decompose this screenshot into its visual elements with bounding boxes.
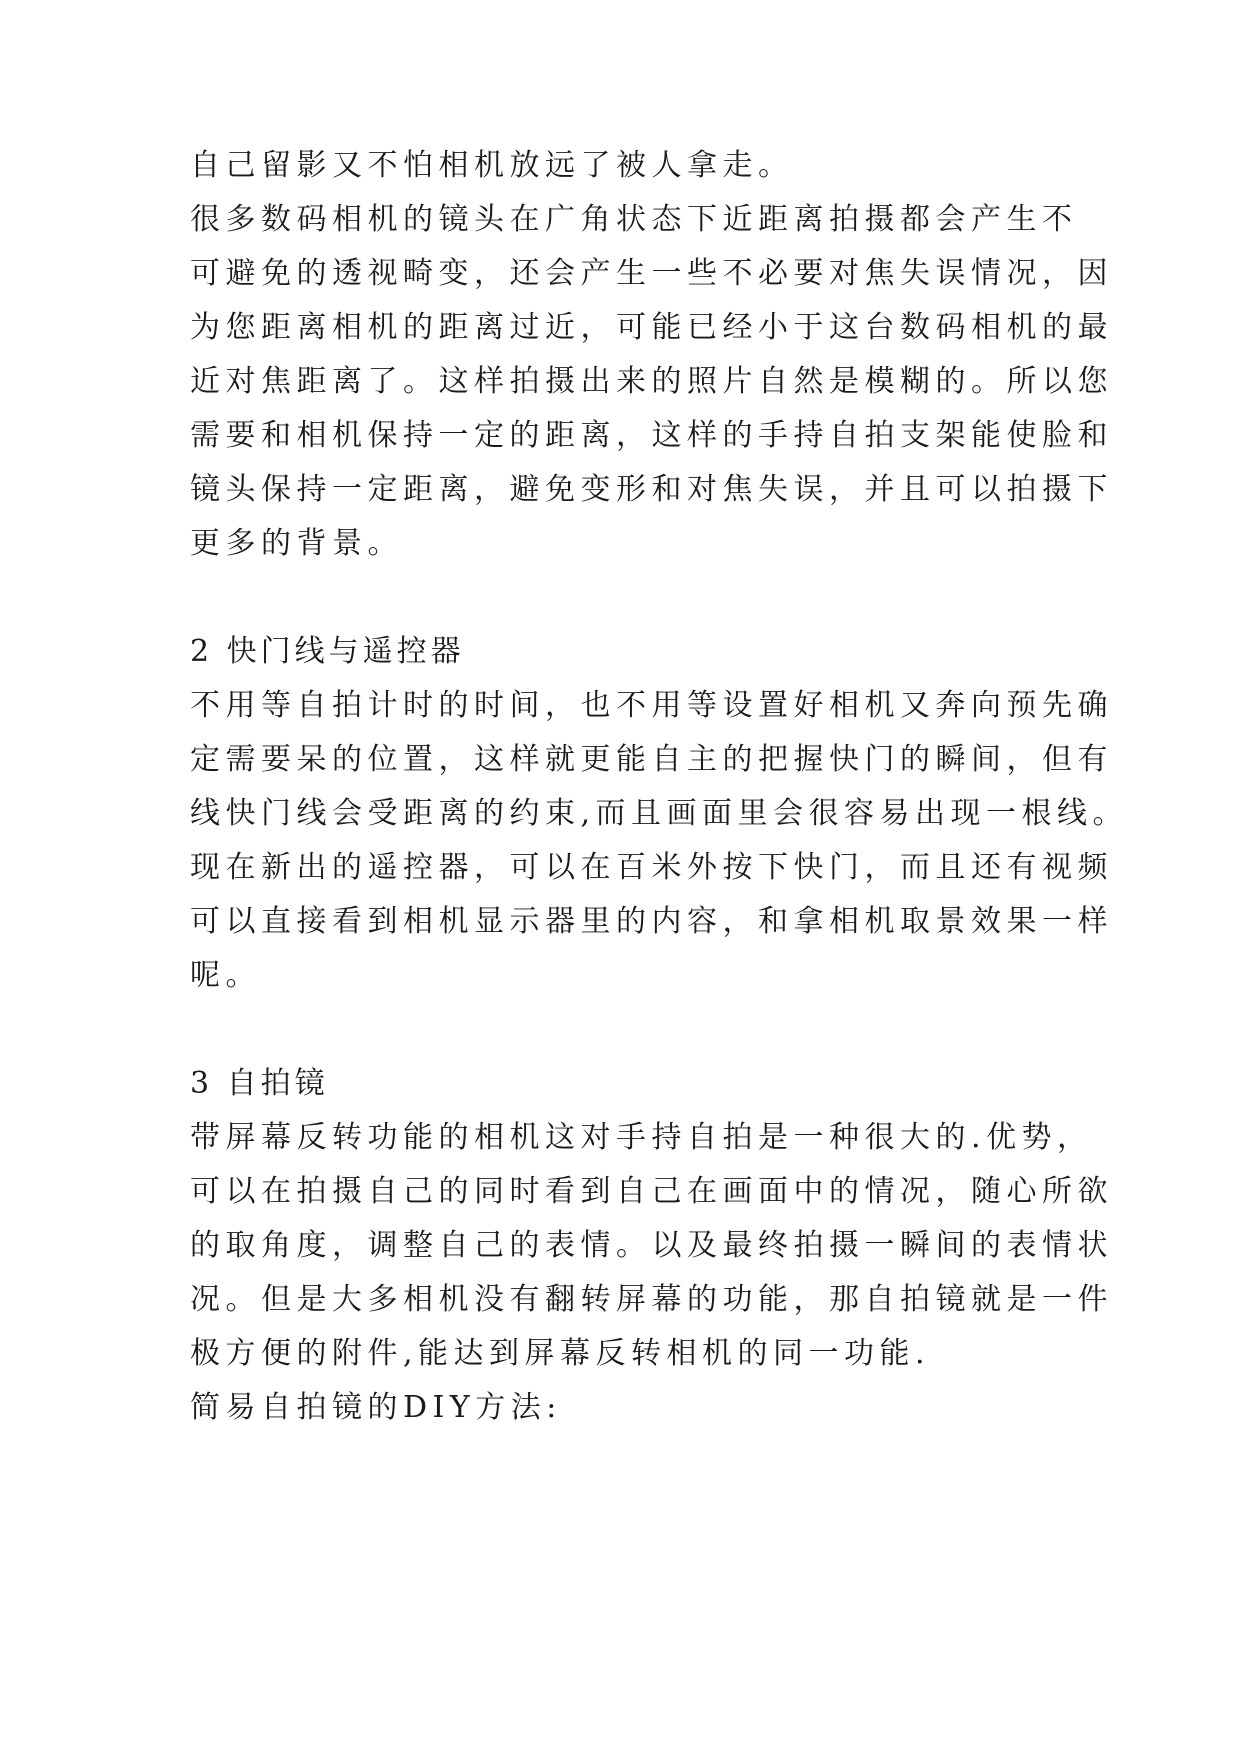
text-line: 更多的背景。 [190,526,403,561]
text-line: 现在新出的遥控器，可以在百米外按下快门，而且还有视频 [190,850,1113,885]
text-line: 况。但是大多相机没有翻转屏幕的功能，那自拍镜就是一件 [190,1282,1113,1317]
text-line: 可以直接看到相机显示器里的内容，和拿相机取景效果一样 [190,904,1113,939]
section-heading: 3 自拍镜 [190,1066,329,1101]
text-line: 自己留影又不怕相机放远了被人拿走。 [190,148,794,183]
text-line: 线快门线会受距离的约束,而且画面里会很容易出现一根线。 [190,796,1129,831]
text-line: 简易自拍镜的DIY方法: [190,1390,562,1425]
text-line: 很多数码相机的镜头在广角状态下近距离拍摄都会产生不 [190,202,1078,237]
text-line: 可以在拍摄自己的同时看到自己在画面中的情况，随心所欲 [190,1174,1113,1209]
text-line: 为您距离相机的距离过近，可能已经小于这台数码相机的最 [190,310,1113,345]
text-line: 近对焦距离了。这样拍摄出来的照片自然是模糊的。所以您 [190,364,1113,399]
text-line: 可避免的透视畸变，还会产生一些不必要对焦失误情况，因 [190,256,1113,291]
text-line: 需要和相机保持一定的距离，这样的手持自拍支架能使脸和 [190,418,1113,453]
section-heading: 2 快门线与遥控器 [190,634,465,669]
text-line: 镜头保持一定距离，避免变形和对焦失误，并且可以拍摄下 [190,472,1113,507]
text-line: 的取角度，调整自己的表情。以及最终拍摄一瞬间的表情状 [190,1228,1113,1263]
text-line: 呢。 [190,958,261,993]
text-line: 带屏幕反转功能的相机这对手持自拍是一种很大的.优势， [190,1120,1093,1155]
text-line: 不用等自拍计时的时间，也不用等设置好相机又奔向预先确 [190,688,1113,723]
text-line: 极方便的附件,能达到屏幕反转相机的同一功能. [190,1336,931,1371]
text-line: 定需要呆的位置，这样就更能自主的把握快门的瞬间，但有 [190,742,1113,777]
